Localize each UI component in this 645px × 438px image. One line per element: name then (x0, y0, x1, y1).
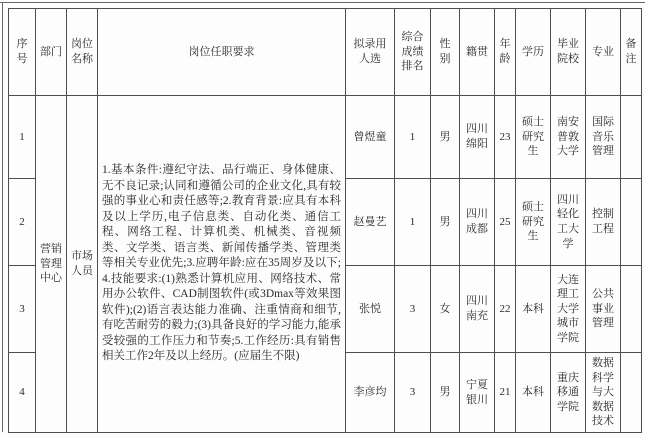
cell-remark (621, 179, 642, 266)
cell-remark (621, 96, 642, 179)
page-edge-line-left (2, 2, 3, 432)
cell-education: 硕士研究生 (516, 96, 551, 179)
cell-candidate-name: 张悦 (346, 266, 395, 353)
header-major: 专业 (586, 9, 621, 96)
cell-hometown: 四川南充 (460, 266, 495, 353)
header-position-name: 岗位名称 (67, 9, 98, 96)
cell-school: 大连理工大学城市学院 (551, 266, 586, 353)
cell-candidate-name: 赵曼艺 (346, 179, 395, 266)
cell-candidate-name: 李彦均 (346, 353, 395, 433)
cell-age: 23 (495, 96, 516, 179)
header-row (9, 9, 642, 96)
cell-major: 公共事业管理 (586, 266, 621, 353)
cell-hometown: 四川成都 (460, 179, 495, 266)
cell-position-name: 市场人员 (67, 96, 98, 433)
cell-seq: 2 (9, 179, 36, 266)
cell-education: 本科 (516, 266, 551, 353)
header-remark: 备注 (621, 9, 642, 96)
cell-school: 南安普敦大学 (551, 96, 586, 179)
cell-seq: 1 (9, 96, 36, 179)
cell-age: 25 (495, 179, 516, 266)
cell-gender: 男 (431, 96, 460, 179)
header-hometown: 籍贯 (460, 9, 495, 96)
cell-education: 硕士研究生 (516, 179, 551, 266)
cell-gender: 男 (431, 353, 460, 433)
header-seq: 序号 (9, 9, 36, 96)
cell-age: 22 (495, 266, 516, 353)
page-edge-line-top (0, 2, 645, 3)
cell-major: 国际音乐管理 (586, 96, 621, 179)
header-department: 部门 (36, 9, 67, 96)
cell-school: 重庆移通学院 (551, 353, 586, 433)
header-requirements: 岗位任职要求 (98, 9, 346, 96)
header-school: 毕业院校 (551, 9, 586, 96)
cell-remark (621, 353, 642, 433)
cell-major: 数据科学与大数据技术 (586, 353, 621, 433)
header-education: 学历 (516, 9, 551, 96)
cell-candidate-name: 曾煜童 (346, 96, 395, 179)
cell-department: 营销管理中心 (36, 96, 67, 433)
cell-remark (621, 266, 642, 353)
cell-school: 四川轻化工大学 (551, 179, 586, 266)
cell-rank: 3 (395, 266, 431, 353)
cell-gender: 女 (431, 266, 460, 353)
cell-seq: 3 (9, 266, 36, 353)
header-rank: 综合成绩排名 (395, 9, 431, 96)
header-gender: 性别 (431, 9, 460, 96)
cell-rank: 1 (395, 179, 431, 266)
cell-hometown: 四川绵阳 (460, 96, 495, 179)
table-row (9, 96, 642, 179)
cell-education: 本科 (516, 353, 551, 433)
cell-gender: 男 (431, 179, 460, 266)
cell-age: 21 (495, 353, 516, 433)
cell-rank: 1 (395, 96, 431, 179)
cell-major: 控制工程 (586, 179, 621, 266)
recruitment-table (8, 8, 642, 433)
header-candidate: 拟录用人选 (346, 9, 395, 96)
cell-seq: 4 (9, 353, 36, 433)
header-age: 年龄 (495, 9, 516, 96)
cell-requirements: 1.基本条件:遵纪守法、品行端正、身体健康、无不良记录;认同和遵循公司的企业文化,具有较强的事业心和责任感等;2.教育背景:应具有本科及以上学历,电子信息类、自动化类、通信工程、网络工程、计算机类、机械类、音视频类、文学类、语言类、新闻传播学类、管理类等相关专业优先;3.应聘年龄:应在35周岁及以下;4.技能要求:(1)熟悉计算机应用、网络技术、常用办公软件、CAD制图软件(或3Dmax等效果图软件);(2)语言表达能力准确、注重情商和细节,有吃苦耐劳的毅力;(3)具备良好的学习能力,能承受较强的工作压力和节奏;5.工作经历:具有销售相关工作2年及以上经历。(应届生不限) (98, 96, 346, 433)
cell-rank: 3 (395, 353, 431, 433)
cell-hometown: 宁夏银川 (460, 353, 495, 433)
